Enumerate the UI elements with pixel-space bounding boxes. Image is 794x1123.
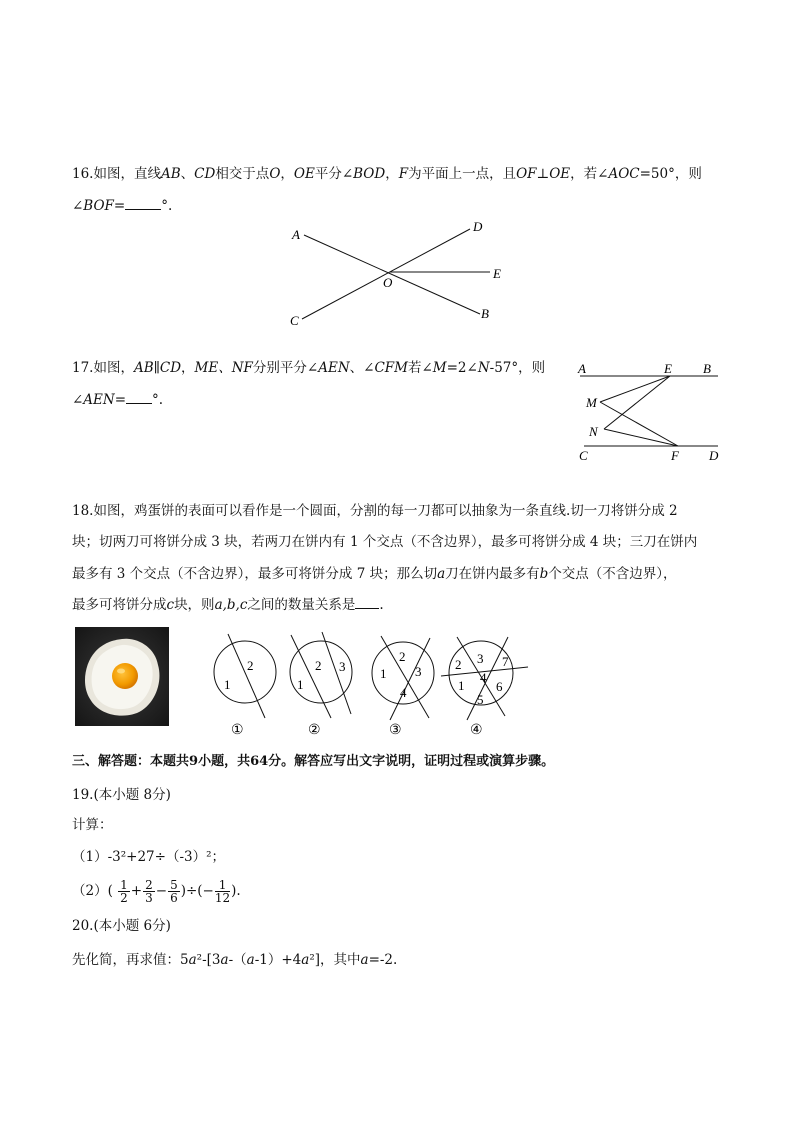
q16-diagram [280, 215, 520, 335]
answer-blank[interactable] [355, 596, 379, 609]
fraction: $\frac{1}{12}$ [214, 878, 231, 905]
label-D: D [709, 448, 719, 463]
q18-line1: 18.如图，鸡蛋饼的表面可以看作是一个圆面，分割的每一刀都可以抽象为一条直线.切一刀将饼分成 2 [72, 503, 678, 519]
svg-text:1: 1 [380, 666, 387, 681]
q18-circle-figures [205, 630, 535, 742]
q16-line2: ∠BOF= °. [72, 198, 173, 214]
q16-line1: 16.如图，直线AB、CD相交于点O，OE平分∠BOD，F为平面上一点，且OF⊥OE，若∠AOC=50°，则 [72, 166, 702, 182]
label-C: C [579, 448, 588, 463]
q19-prompt: 计算： [72, 817, 113, 833]
svg-text:1: 1 [458, 678, 465, 693]
label-F: F [671, 448, 679, 463]
figure-2 [290, 632, 352, 738]
label-M: M [586, 395, 597, 410]
q18-line2: 块；切两刀可将饼分成 3 块，若两刀在饼内有 1 个交点（不含边界），最多可将饼分成 4 块；三刀在饼内 [72, 534, 698, 550]
label-E: E [664, 361, 672, 376]
section-heading: 三、解答题：本题共9小题，共64分。解答应写出文字说明，证明过程或演算步骤。 [72, 754, 555, 769]
fraction: $\frac{5}{6}$ [170, 878, 178, 905]
figure-4 [441, 637, 528, 738]
q20-title: 20.(本小题 6分) [72, 918, 171, 934]
label-A: A [578, 361, 586, 376]
svg-text:2: 2 [315, 658, 322, 673]
label-O: O [383, 275, 393, 290]
q17-diagram [572, 358, 724, 468]
q19-part2: （2）( $\frac{1}{2}$ + $\frac{2}{3}$ − $\frac{5}{6}$ )÷(− $\frac{1}{12}$ ). [72, 878, 241, 905]
q19-title: 19.(本小题 8分) [72, 787, 171, 803]
svg-text:4: 4 [400, 685, 407, 700]
answer-blank[interactable] [125, 197, 161, 210]
fraction: $\frac{1}{2}$ [120, 878, 128, 905]
svg-text:3: 3 [415, 664, 422, 679]
label-E: E [493, 266, 501, 281]
q18-line3: 最多有 3 个交点（不含边界），最多可将饼分成 7 块；那么切a刀在饼内最多有b个交点（不含边界）， [72, 566, 677, 582]
q17-line2: ∠AEN= °. [72, 392, 164, 408]
fried-egg-photo [75, 627, 169, 726]
label-B: B [703, 361, 711, 376]
svg-text:④: ④ [470, 723, 483, 738]
label-A: A [292, 227, 300, 242]
svg-text:3: 3 [339, 659, 346, 674]
svg-text:1: 1 [224, 677, 231, 692]
svg-text:3: 3 [477, 651, 484, 666]
figure-1 [214, 634, 276, 738]
answer-blank[interactable] [126, 391, 152, 404]
q20-expression: 先化简，再求值：5a²-[3a-（a-1）+4a²]，其中a=-2. [72, 952, 398, 968]
label-N: N [589, 424, 598, 439]
label-B: B [481, 306, 489, 321]
svg-text:6: 6 [496, 679, 503, 694]
label-C: C [290, 313, 299, 328]
svg-text:①: ① [231, 723, 244, 738]
svg-text:5: 5 [477, 692, 484, 707]
label-D: D [473, 219, 483, 234]
svg-text:2: 2 [399, 649, 406, 664]
figure-3 [372, 636, 434, 738]
svg-text:2: 2 [455, 657, 462, 672]
svg-text:7: 7 [502, 654, 509, 669]
svg-text:2: 2 [247, 658, 254, 673]
q18-line4: 最多可将饼分成c块，则a,b,c之间的数量关系是 . [72, 597, 384, 613]
svg-text:②: ② [308, 723, 321, 738]
q19-part1: （1）-3²+27÷（-3）²； [72, 849, 226, 865]
fraction: $\frac{2}{3}$ [145, 878, 153, 905]
q17-line1: 17.如图，AB∥CD，ME、NF分别平分∠AEN、∠CFM若∠M=2∠N-57°，则 [72, 360, 546, 376]
svg-text:③: ③ [389, 723, 402, 738]
svg-text:4: 4 [480, 670, 487, 685]
svg-text:1: 1 [297, 677, 304, 692]
